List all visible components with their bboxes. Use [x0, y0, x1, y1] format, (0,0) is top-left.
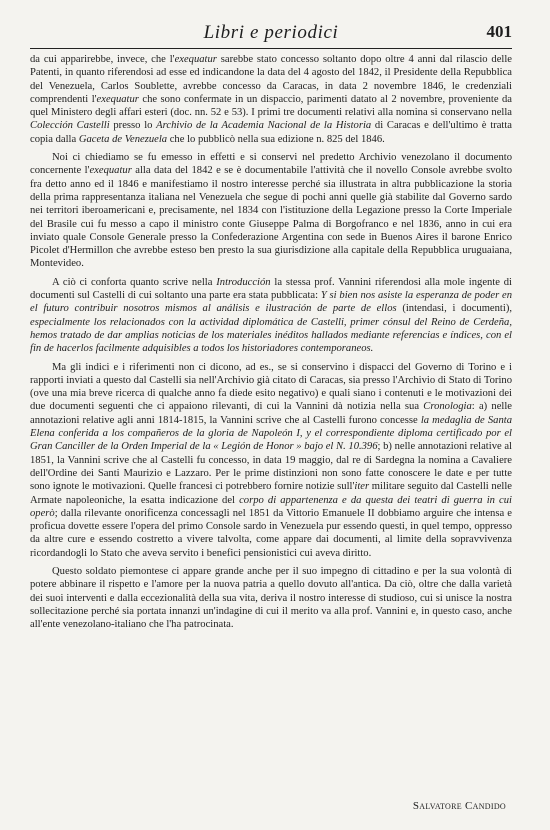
text-run: Ma gli indici e i riferimenti non ci dicono, ad es., se si conservino i dispacci del Governo di Torino e i rapporti inviati a questo dal Castelli sia nell'Archivio già citato di Caracas, sia presso l'Archivio di Stato di Torino (ove una mia breve ricerca di qualche anno fa diede esito negativo) e quali siano i contenuti e le motivazioni dei due documenti seguenti che ci appaiono rilevanti, di cui la Vannini dà notizia nella sua	[30, 361, 512, 413]
text-run: da cui apparirebbe, invece, che l'	[30, 54, 175, 65]
italic-run: Introducción	[216, 276, 271, 288]
text-run: militare seguito dal Castelli nelle Armate napoleoniche, la esatta indicazione del	[30, 481, 512, 506]
text-run: presso lo	[109, 120, 157, 132]
italic-run: la medaglia de Santa Elena conferida a los compañeros de la gloria de Napoleón I, y el correspondiente diploma certificado por el Gran Canciller de la Orden Imperial de la « Legión de Honor » bajo el N. 10.396	[30, 414, 512, 453]
text-run: sarebbe stato concesso soltanto dopo oltre 4 anni dal rilascio delle Patenti, in quanto riferendosi ad esse ed indicandone la data del 4 agosto del 1842, il Presidente della Repubblica del Venezuela, Carlos Soublette, avrebbe concesso da Caracas, in data 2 novembre 1846, le credenziali comprendenti l'	[30, 54, 512, 105]
paragraph	[30, 53, 512, 146]
italic-run: iter	[354, 481, 370, 493]
text-run: Questo soldato piemontese ci appare grande anche per il suo impegno di cittadino e per la sua volontà di potere abbinare il rispetto e l'amore per la nuova patria a quello dovuto all'antica. Da ciò, oltre che dalla varietà dei suoi interventi e dalla eccezionalità della sua vita, deriva il nostro interesse di studioso, cui si unisce la nostra sollecitazione perché sia portata innanzi un'indagine di cui il merito va alla prof. Vannini e, in questo caso, anche all'ente venezolano-italiano che l'ha patrocinata.	[30, 565, 512, 631]
italic-run: exequatur	[89, 165, 132, 177]
article-body	[30, 53, 512, 636]
text-run: la stessa prof. Vannini riferendosi alla mole ingente di documenti sul Castelli di cui soltanto una parte era stata pubblicata:	[30, 276, 513, 302]
paragraph	[30, 276, 512, 356]
italic-run: Colección Castelli	[30, 120, 110, 132]
italic-run: Y si bien nos asiste la esperanza de poder en el futuro contribuir nosotros mismos al análisis e ilustración de parte de ellos	[30, 290, 513, 315]
text-run: che sono confermate in un dispaccio, parimenti datato al 2 novembre, proveniente da quel Ministero degli affari esteri (doc. nn. 52 e 53). I primi tre documenti relativi alla nomina si conservano nella	[30, 93, 512, 119]
text-run: Noi ci chiediamo se fu emesso in effetti e si conservi nel predetto Archivio venezolano il documento concernente l'	[30, 152, 512, 177]
running-header	[30, 20, 512, 49]
text-run: ; dalla rilevante onorificenza concessagli nel 1851 da Vittorio Emanuele II dobbiamo arguire che intensa e proficua dovette essere l'opera del primo Console sardo in Venezuela pur essendo questi, in quel tempo, oppresso da altre cure e essendo costretto a vivere talvolta, come appare dai documenti, al limite della sopravvivenza ricordandogli lo Stato che aveva servito i benefici pensionistici cui aveva diritto.	[30, 507, 512, 559]
italic-run: exequatur	[174, 54, 217, 65]
paragraph	[30, 151, 512, 271]
page-number: 401	[486, 22, 512, 41]
text-run: (intendasi, i documenti),	[396, 303, 512, 315]
paragraph	[30, 361, 512, 560]
text-run: A ciò ci conforta quanto scrive nella	[52, 276, 217, 288]
text-run: ; b) nelle annotazioni relative al 1851, la Vannini scrive che al Castelli fu concesso, in data 19 maggio, dal re di Sardegna la nomina a Cavaliere dell'Ordine dei Santi Maurizio e Lazzaro. Per le prime distinzioni non sono fatte conoscere le date e per tutte sono ignote le motivazioni. Quelle francesi ci potrebbero fornire notizie sull'	[30, 441, 512, 493]
italic-run: especialmente los relacionados con la actividad diplomática de Castelli, primer cónsul del Reino de Cerdeña, hemos tratado de dar amplias noticias de los materiales inéditos hallados mediante referencias e índices, con el fin de hacerlos facilmente adquisibles a todos los historiadores contemporaneos.	[30, 316, 512, 355]
text-run: di Caracas e dell'ultimo è tratta copia dalla	[30, 120, 512, 145]
italic-run: Cronologia	[423, 401, 472, 413]
italic-run: exequatur	[96, 93, 139, 105]
italic-run: Gaceta de Venezuela	[78, 133, 168, 145]
running-title: Libri e periodici	[203, 22, 339, 43]
paragraph	[30, 565, 512, 631]
text-run: che lo pubblicò nella sua edizione n. 825 del 1846.	[167, 133, 385, 145]
text-run: alla data del 1842 e se è documentabile l'attività che il novello Console avrebbe svolto fra detto anno ed il 1846 e manifestiamo il nostro interesse perché sia illustrata in altra pubblicazione la storia della prima rappresentanza italiana nel Venezuela che segue di pochi anni quelle già stabilite dal Governo sardo nei territori iberoamericani e, precisamente, nel 1834 con l'istituzione della Legazione presso la Corte Imperiale del Brasile cui fu messo a capo il ministro conte Giuseppe Palma di Borgofranco e nel 1836, anno in cui era inviato quale Console Generale presso la Confederazione Argentina con sede in Buenos Aires il barone Enrico Picolet d'Hermillon che avrebbe esteso ben presto la sua giurisdizione alla capitale della Repubblica uruguaiana, Montevideo.	[30, 165, 512, 270]
italic-run: corpo di appartenenza e da questa dei teatri di guerra in cui operò	[30, 494, 513, 519]
author-signature: Salvatore Candido	[412, 800, 506, 812]
text-run: : a) nelle annotazioni relative agli anni 1814-1815, la Vannini scrive che al Castelli furono concesse	[30, 401, 513, 426]
italic-run: Archivio de la Academia Nacional de la Historia	[156, 120, 372, 132]
